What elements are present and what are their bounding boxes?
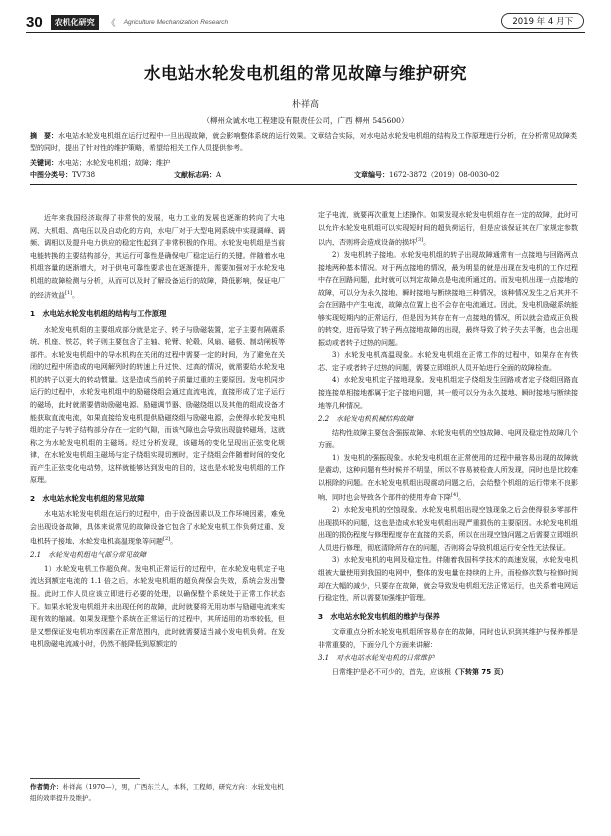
vibration-paragraph: 1）发电机的强振现象。水轮发电机组在正常使用的过程中最容易出现的故障就是震动，这种问题有些时候并不明显，所以不容易被检查人所发现，同时也是比较难以根除的问题。在水轮发电机组出现震动问题之后，会给整个机组的运行带来不良影响，同时也会导致各个部件的使用寿命下降[4]。 <box>318 453 578 502</box>
subsection-3-1-heading: 3.1 对水电站水轮发电机的日常维护 <box>318 654 435 663</box>
rotor-grounding-paragraph: 2）发电机转子接地。水轮发电机组的转子出现故障通常有一点接地与回路两点接地两种基本情况。对于两点接地的情况，最为明显的就是出现在发电机的工作过程中存在回路问题，此时就可以判定故障点是电流所通过的。而发电机出现一点接地的故障，可以分为永久接地、瞬时接地与断续接地三种情况，该种情况发生之后其并不会在回路中产生电流，故障点位置上也不会存在电流通过。因此，发电机励磁系统能够实现短期内的正常运行，但是因为其存在有一点接地的情况，所以就会造成正负极的转变，进而导致了转子两点接地故障的出现，最终导致了转子失去平衡，也会出现振动或者转子过热的问题。 <box>318 250 578 347</box>
journal-separator: 《 <box>106 17 116 28</box>
clc-value: TV738 <box>72 171 96 179</box>
continued-paragraph: 定子电流，就要再次重复上述操作。如果发现水轮发电机组存在一定的故障，此时可以允许水轮发电机组可以实现短时间的超负荷运行，但是应该保证其在厂家规定参数以内，否则将会造成设备的损坏[3]。 <box>318 211 578 247</box>
section-2-heading: 2 水电站水轮发电机组的常见故障 <box>30 493 145 503</box>
author-footnote <box>30 782 290 804</box>
footnote-label: 作者简介： <box>30 783 63 791</box>
citation: [3] <box>416 237 424 244</box>
footnote-divider <box>30 778 140 779</box>
doc-code-value: A <box>216 171 222 179</box>
citation: [2] <box>163 536 171 543</box>
running-header <box>26 14 228 30</box>
article-number-label: 文章编号： <box>354 171 389 179</box>
section-2-paragraph: 水电站水轮发电机组在运行的过程中，由于设备因素以及工作环境因素，难免会出现设备故障，具体来说常见的故障设备它包含了水轮发电机工作负荷过重、发电机转子接地、水轮发电机高温现象等问题[2]。 <box>30 510 285 546</box>
stator-grounding-paragraph: 4）水轮发电机定子接地现象。发电机组定子绕组发生回路或者定子绕组回路直接连接单相接地都属于定子接地问题，其一般可以分为永久接地、瞬时接地与断续接地等几种情况。 <box>318 376 578 410</box>
subsection-2-2-heading: 2.2 水轮发电机机械结构故障 <box>318 415 414 424</box>
footnote-text: 朴祥高（1970—），男，广西东兰人，本科，工程师，研究方向：水轮发电机组的效率提升及维护。 <box>30 783 284 802</box>
abstract <box>30 130 577 154</box>
subsection-3-1-paragraph: 日常维护是必不可少的，首先，应该根（下转第 75 页） <box>332 667 508 676</box>
keywords <box>30 157 577 169</box>
article-metadata <box>30 170 577 180</box>
header-divider <box>26 32 585 33</box>
intro-paragraph: 近年来我国经济取得了非常快的发展，电力工业的发展也逐渐的转向了大电网、大机组、高电压以及自动化的方向，水电厂对于大型电网系统中实现调峰、调频、调相以及提升电力供应的稳定性起到了非常积极的作用。水轮发电机组是当前电能转换的主要结构部分，其运行可靠性是确保电厂稳定运行的关键。伴随着水电机组容量的逐渐增大，对于供电可靠性要求也在逐渐提升，需要加强对于水轮发电机组的故障检测与分析，从而可以及时了解设备运行的故障，降低影响，保证电厂的经济效益[1]。 <box>30 214 285 300</box>
abstract-label: 摘 要： <box>30 132 59 140</box>
cavitation-paragraph: 2）水轮发电机的空蚀现象。水轮发电机组出现空蚀现象之后会使得很多零部件出现损坏的问题，这也是造成水轮发电机组出现严重损伤的主要原因。水轮发电机组出现的损伤程度与修理程度存在直接的关系，所以在出现空蚀问题之后需要立即组织人员进行修理，彻底清除所存在的问题，否则将会导致机组运行安全性无法保证。 <box>318 506 578 552</box>
high-temperature-paragraph: 3）水轮发电机高温现象。水轮发电机组在正常工作的过程中，如果存在有铁芯、定子或者转子过热的问题，需要立即组织人员开始进行全面的故障检查。 <box>318 351 578 372</box>
issue-date: 2019 年 4 月下 <box>501 13 584 29</box>
article-title: 水电站水轮发电机组的常见故障与维护研究 <box>144 64 467 83</box>
journal-english-name: Agriculture Mechanization Research <box>123 18 229 26</box>
abstract-text: 水电站水轮发电机组在运行过程中一旦出现故障，就会影响整体系统的运行效果。文章结合实际，对水电站水轮发电机组的结构及工作原理进行分析，在分析常见故障类型的同时，提出了针对性的维护策略，希望给相关工作人员提供参考。 <box>30 132 578 152</box>
grid-stability-paragraph: 3）水轮发电机的电网及稳定性。伴随着我国科学技术的高速发展，水轮发电机组被大量使用到我国的电网中，整体的发电量在持续的上升，而检修次数与检修时间却在大幅的减少，只要存在故障，就会导致发电机组无法正常运行，也关系着电网运行稳定性，所以需要加强维护管理。 <box>318 556 578 603</box>
metadata-divider <box>30 184 577 185</box>
continued-on-page: （下转第 75 页） <box>451 667 508 676</box>
doc-code-label: 文献标志码： <box>174 171 216 179</box>
section-3-paragraph: 文章重点分析水轮发电机组所容易存在的故障，同时也认识到其维护与保养都是非常重要的，下面分几个方面来讲解： <box>318 628 578 649</box>
keywords-label: 关键词： <box>30 159 58 167</box>
page-number: 30 <box>26 13 43 31</box>
section-1-paragraph: 水轮发电机组的主要组成部分就是定子、转子与励磁装置，定子主要有隔震系统、机座、铁芯，转子则主要包含了主轴、轮臂、轮毂、风扇、磁极、制动闸板等部件。水轮发电机组中的导水机构在关闭的过程中需要一定的时间，为了避免在关闭的过程中所造成的电网解列时的转速上升过快、过高的情况，就需要给水轮发电机的转子以更大的转动惯量。这是造成当前转子质量过重的主要原因。发电机同步运行的过程中，水轮发电机组中的励磁绕组会通过直流电流，直接形成了定子运行的磁场，此时就需要借助励磁电源、励磁调节器、励磁绕组以及其他的组成设备才能获取直流电流，如果直接给发电机提供励磁绕组与励磁电源，会使得水轮发电机组的定子与转子结构部分存在一定的气隙，而该气隙也会导致出现旋转磁场，这就称之为水轮发电机组的主磁场。经过分析发现，该磁场的变化呈现出正弦变化规律，在水轮发电机组主磁场与定子绕组实现切割时，定子绕组会伴随着时间的变化而产生正弦变化电动势，这样就能够达到发电的目的，这也是水轮发电机组的工作原理。 <box>30 325 285 485</box>
citation: [4] <box>451 492 459 499</box>
right-column <box>318 209 578 678</box>
subsection-2-2-paragraph: 结构性故障主要包含强振故障、水轮发电机的空蚀故障、电网及稳定性故障几个方面。 <box>318 428 578 450</box>
author-affiliation: （柳州众诚水电工程建设有限责任公司，广西 柳州 545600） <box>202 116 409 125</box>
clc-label: 中图分类号： <box>30 171 72 179</box>
keywords-text: 水电站；水轮发电机组；故障；维护 <box>58 159 170 167</box>
article-number-value: 1672-3872（2019）08-0030-02 <box>389 171 500 179</box>
subsection-2-1-paragraph: 1）水轮发电机工作超负荷。发电机正常运行的过程中，在水轮发电机定子电流达到额定电流的 1.1 倍之后，水轮发电机组的超负荷保会失效，系统会发出警报。此时工作人员应该立即进行必要的处理，以确保整个系统处于正常工作状态下。如果水轮发电机组并未出现任何的故障，此时就要将无用功率与励磁电流来实现有效的缩减。如果发现整个系统在正常运行的过程中，其所适用的功率较低，但是又想保证发电机功率因素在正常范围内，此时就需要适当减小发电机负荷。在发电机励磁电流减小时，仍然不能降低到原额定的 <box>30 564 285 649</box>
author-name: 朴祥高 <box>291 100 319 110</box>
subsection-2-1-heading: 2.1 水轮发电机组电气部分常见故障 <box>30 551 147 560</box>
citation: [1] <box>65 290 73 297</box>
journal-name-badge: 农机化研究 <box>51 15 99 30</box>
left-column <box>30 212 285 651</box>
section-1-heading: 1 水电站水轮发电机组的结构与工作原理 <box>30 309 167 319</box>
section-3-heading: 3 水电站水轮发电机组的维护与保养 <box>318 611 440 621</box>
